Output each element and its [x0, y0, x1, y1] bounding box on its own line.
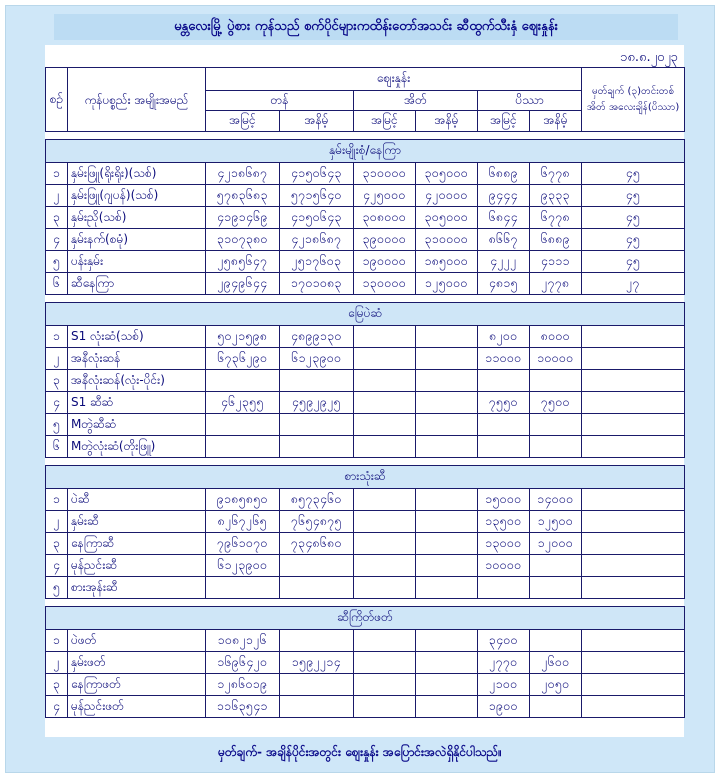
price-viss-l: [530, 630, 582, 652]
price-remark: [582, 577, 685, 599]
price-bag-h: ၁၉၀၀၀၀: [354, 251, 416, 273]
table-row: [46, 185, 685, 207]
price-ton-l: ၅၇၁၅၆၄၀: [280, 185, 354, 207]
price-viss-l: ၁၀၀၀၀: [530, 348, 582, 370]
header-remark: မှတ်ချက် (၃)တင်းတစ်အိတ် အလေးချိန်(ပိဿာ): [582, 68, 685, 132]
row-number: ၅: [46, 414, 68, 436]
section-header: [46, 303, 685, 326]
header-ton-high: အမြင့်: [206, 111, 280, 132]
price-viss-l: ၆၈၈၉: [530, 229, 582, 251]
price-bag-h: [354, 696, 416, 718]
price-remark: ၄၅: [582, 185, 685, 207]
price-bag-h: [354, 511, 416, 533]
price-bag-l: ၁၈၅၀၀၀: [416, 251, 478, 273]
item-name: S1 ဆီဆံ: [68, 392, 206, 414]
table-row: [46, 696, 685, 718]
price-remark: [582, 674, 685, 696]
header-sr: စဉ်: [46, 68, 68, 132]
price-ton-l: ၇၃၄၈၆၈၀: [280, 533, 354, 555]
price-bag-l: [416, 674, 478, 696]
row-number: ၃: [46, 370, 68, 392]
price-viss-h: ၇၅၅၀: [478, 392, 530, 414]
price-remark: [582, 511, 685, 533]
price-ton-l: ၄၁၅၀၆၄၃: [280, 207, 354, 229]
price-viss-l: ၉၃၃၃: [530, 185, 582, 207]
price-ton-h: ၈၂၆၇၂၆၅: [206, 511, 280, 533]
price-ton-h: ၅၇၈၃၆၈၃: [206, 185, 280, 207]
price-ton-l: [280, 414, 354, 436]
price-viss-l: ၂၆၀၀: [530, 652, 582, 674]
price-remark: ၄၅: [582, 207, 685, 229]
price-viss-l: [530, 370, 582, 392]
price-viss-l: ၇၅၀၀: [530, 392, 582, 414]
price-bag-l: [416, 696, 478, 718]
price-viss-h: ၃၄၀၀: [478, 630, 530, 652]
price-bag-h: [354, 348, 416, 370]
price-viss-l: [530, 696, 582, 718]
section-gap-cell: [46, 132, 685, 140]
item-name: စားအုန်းဆီ: [68, 577, 206, 599]
row-number: ၆: [46, 436, 68, 458]
price-viss-l: ၁၂၀၀၀: [530, 533, 582, 555]
table-row: [46, 533, 685, 555]
header-item: ကုန်ပစ္စည်း အမျိုးအမည်: [68, 68, 206, 132]
section-gap-cell: [46, 599, 685, 607]
section-gap-cell: [46, 295, 685, 303]
price-viss-h: [478, 577, 530, 599]
price-table: [45, 67, 685, 718]
price-viss-l: ၄၁၁၁: [530, 251, 582, 273]
table-row: [46, 207, 685, 229]
footer-note: မှတ်ချက်- အချိန်ပိုင်းအတွင်း ဈေးနှုန်း အပြောင်းအလဲရှိနိုင်ပါသည်။: [218, 745, 502, 759]
row-number: ၁: [46, 630, 68, 652]
table-row: [46, 577, 685, 599]
header-bag-high: အမြင့်: [354, 111, 416, 132]
price-remark: ၄၅: [582, 251, 685, 273]
price-bag-h: [354, 555, 416, 577]
item-name: မုန်ညင်းဖတ်: [68, 696, 206, 718]
price-remark: [582, 414, 685, 436]
price-viss-h: ၁၀၀၀၀: [478, 555, 530, 577]
section-header: [46, 140, 685, 163]
price-bag-h: ၄၂၅၀၀၀: [354, 185, 416, 207]
item-name: မုန်ညင်းဆီ: [68, 555, 206, 577]
price-ton-l: [280, 436, 354, 458]
price-bag-h: [354, 370, 416, 392]
price-remark: ၄၅: [582, 163, 685, 185]
price-viss-h: ၈၂၀၀: [478, 326, 530, 348]
price-bag-l: [416, 630, 478, 652]
item-name: နှမ်းဆီ: [68, 511, 206, 533]
table-row: [46, 229, 685, 251]
price-ton-l: [280, 370, 354, 392]
price-bag-l: [416, 555, 478, 577]
price-ton-h: ၄၁၉၁၄၆၉: [206, 207, 280, 229]
price-viss-l: ၁၄၀၀၀: [530, 489, 582, 511]
price-bag-h: ၃၉၀၀၀၀: [354, 229, 416, 251]
row-number: ၂: [46, 511, 68, 533]
price-ton-h: [206, 370, 280, 392]
row-number: ၂: [46, 652, 68, 674]
section-title: စားသုံးဆီ: [46, 466, 685, 489]
table-row: [46, 370, 685, 392]
row-number: ၃: [46, 207, 68, 229]
section-header: [46, 607, 685, 630]
price-viss-l: [530, 577, 582, 599]
price-viss-h: [478, 414, 530, 436]
price-viss-h: [478, 370, 530, 392]
price-bag-h: [354, 326, 416, 348]
row-number: ၁: [46, 326, 68, 348]
price-ton-l: ၁၅၉၂၂၁၄: [280, 652, 354, 674]
price-ton-l: ၄၂၁၈၆၈၇: [280, 229, 354, 251]
row-number: ၁: [46, 163, 68, 185]
price-viss-h: ၁၁၀၀၀: [478, 348, 530, 370]
price-ton-h: ၁၆၉၆၄၂၀: [206, 652, 280, 674]
row-number: ၅: [46, 251, 68, 273]
section-title: ဆီကြိတ်ဖတ်: [46, 607, 685, 630]
price-viss-l: ၈၀၀၀: [530, 326, 582, 348]
price-viss-l: ၆၇၇၈: [530, 163, 582, 185]
price-viss-h: ၄၈၁၅: [478, 273, 530, 295]
price-bag-h: [354, 414, 416, 436]
price-bag-l: [416, 533, 478, 555]
price-viss-h: ၁၃၀၀၀: [478, 533, 530, 555]
table-row: [46, 630, 685, 652]
table-row: [46, 511, 685, 533]
section-gap-cell: [46, 458, 685, 466]
row-number: ၃: [46, 674, 68, 696]
price-bag-h: [354, 392, 416, 414]
section-title: မြေပဲဆံ: [46, 303, 685, 326]
price-ton-h: ၉၁၈၅၈၅၀: [206, 489, 280, 511]
table-row: [46, 555, 685, 577]
report-date: ၁၈.၈.၂၀၂၃: [620, 50, 678, 65]
item-name: နှမ်းဖြူ(ဂျပန်)(သစ်): [68, 185, 206, 207]
price-bag-l: [416, 414, 478, 436]
price-sheet-frame: [5, 5, 715, 773]
header-bag: အိတ်: [354, 91, 478, 111]
item-name: ဆီနေကြာ: [68, 273, 206, 295]
price-viss-h: ၂၁၀၀: [478, 674, 530, 696]
price-table-body: [46, 132, 685, 718]
price-ton-l: [280, 577, 354, 599]
price-bag-h: [354, 489, 416, 511]
table-row: [46, 674, 685, 696]
item-name: ပန်းနှမ်း: [68, 251, 206, 273]
price-viss-l: ၆၇၇၈: [530, 207, 582, 229]
section-gap: [46, 458, 685, 466]
row-number: ၂: [46, 185, 68, 207]
section-gap: [46, 132, 685, 140]
price-bag-h: [354, 533, 416, 555]
price-bag-h: [354, 674, 416, 696]
item-name: S1 လုံးဆံ(သစ်): [68, 326, 206, 348]
price-viss-h: ၈၆၆၇: [478, 229, 530, 251]
header-ton: တန်: [206, 91, 354, 111]
price-ton-l: ၄၁၅၀၆၄၃: [280, 163, 354, 185]
price-bag-l: [416, 489, 478, 511]
price-viss-h: [478, 436, 530, 458]
price-bag-l: [416, 392, 478, 414]
header-ton-low: အနိမ့်: [280, 111, 354, 132]
page-title: မန္တလေးမြို့ ပွဲစား ကုန်သည် စက်ပိုင်များကထိန်းတော်အသင်း ဆီထွက်သီးနှံ ဈေးနှုန်း: [54, 14, 678, 40]
header-viss: ပိဿာ: [478, 91, 582, 111]
price-viss-l: ၂၀၅၀: [530, 674, 582, 696]
row-number: ၄: [46, 229, 68, 251]
price-viss-h: ၁၃၅၀၀: [478, 511, 530, 533]
item-name: နှမ်းဖြူ(ရိုးရိုး)(သစ်): [68, 163, 206, 185]
price-bag-l: [416, 348, 478, 370]
table-row: [46, 163, 685, 185]
price-bag-h: ၃၁၀၀၀၀: [354, 163, 416, 185]
row-number: ၄: [46, 555, 68, 577]
price-remark: [582, 533, 685, 555]
table-row: [46, 652, 685, 674]
price-ton-h: ၂၉၄၉၆၄၄: [206, 273, 280, 295]
price-remark: [582, 392, 685, 414]
price-ton-h: ၃၁၀၇၃၈၀: [206, 229, 280, 251]
price-ton-h: ၂၅၈၅၆၄၇: [206, 251, 280, 273]
price-ton-l: ၇၆၅၄၈၇၅: [280, 511, 354, 533]
item-name: နေကြာဆီ: [68, 533, 206, 555]
price-ton-l: ၄၅၉၂၉၂၅: [280, 392, 354, 414]
table-row: [46, 392, 685, 414]
price-remark: [582, 436, 685, 458]
header-price: ဈေးနှုန်း: [206, 68, 582, 91]
item-name: အနီလုံးဆန်(လုံး-ပိုင်း): [68, 370, 206, 392]
item-name: Mတွဲလုံးဆံ(တိုးဖြူ): [68, 436, 206, 458]
row-number: ၆: [46, 273, 68, 295]
price-bag-l: [416, 436, 478, 458]
price-remark: [582, 696, 685, 718]
row-number: ၅: [46, 577, 68, 599]
price-bag-l: ၃၀၅၀၀၀: [416, 163, 478, 185]
price-bag-l: ၃၁၀၀၀၀: [416, 229, 478, 251]
price-remark: [582, 555, 685, 577]
row-number: ၂: [46, 348, 68, 370]
header-viss-low: အနိမ့်: [530, 111, 582, 132]
section-gap: [46, 599, 685, 607]
price-bag-l: [416, 652, 478, 674]
price-ton-h: [206, 577, 280, 599]
price-ton-l: [280, 555, 354, 577]
price-bag-h: [354, 652, 416, 674]
price-remark: [582, 370, 685, 392]
price-ton-l: ၂၅၁၇၆၀၃: [280, 251, 354, 273]
price-bag-l: [416, 326, 478, 348]
price-bag-h: ၃၀၈၀၀၀: [354, 207, 416, 229]
table-row: [46, 251, 685, 273]
price-viss-l: [530, 555, 582, 577]
price-remark: ၂၇: [582, 273, 685, 295]
price-viss-h: ၁၉၀၀: [478, 696, 530, 718]
price-viss-l: ၂၇၇၈: [530, 273, 582, 295]
item-name: နေကြာဖတ်: [68, 674, 206, 696]
price-ton-l: ၄၈၉၉၁၃၀: [280, 326, 354, 348]
table-row: [46, 326, 685, 348]
price-ton-h: ၇၉၆၁၀၇၀: [206, 533, 280, 555]
price-viss-h: ၂၇၇၀: [478, 652, 530, 674]
price-ton-l: ၁၇၀၁၀၈၃: [280, 273, 354, 295]
price-ton-h: ၁၀၈၂၁၂၆: [206, 630, 280, 652]
row-number: ၄: [46, 392, 68, 414]
price-sheet: [45, 45, 684, 737]
row-number: ၄: [46, 696, 68, 718]
price-remark: [582, 326, 685, 348]
price-ton-l: ၈၅၇၃၄၆၀: [280, 489, 354, 511]
price-ton-l: ၆၁၂၃၉၀၀: [280, 348, 354, 370]
price-ton-l: [280, 630, 354, 652]
price-viss-h: ၆၈၈၉: [478, 163, 530, 185]
price-ton-h: ၆၁၂၃၉၀၀: [206, 555, 280, 577]
price-remark: [582, 652, 685, 674]
item-name: နှမ်းဖတ်: [68, 652, 206, 674]
table-row: [46, 273, 685, 295]
item-name: Mတွဲဆီဆံ: [68, 414, 206, 436]
price-ton-h: ၆၇၃၆၂၉၀: [206, 348, 280, 370]
table-row: [46, 414, 685, 436]
price-bag-h: [354, 577, 416, 599]
price-ton-h: ၁၁၆၃၅၄၁: [206, 696, 280, 718]
price-bag-h: [354, 630, 416, 652]
price-viss-h: ၆၈၄၄: [478, 207, 530, 229]
header-bag-low: အနိမ့်: [416, 111, 478, 132]
header-viss-high: အမြင့်: [478, 111, 530, 132]
price-bag-l: [416, 370, 478, 392]
price-bag-l: [416, 577, 478, 599]
price-bag-h: ၁၃၀၀၀၀: [354, 273, 416, 295]
price-bag-l: ၃၀၅၀၀၀: [416, 207, 478, 229]
item-name: အနီလုံးဆန်: [68, 348, 206, 370]
price-ton-l: [280, 674, 354, 696]
price-viss-h: ၁၅၀၀၀: [478, 489, 530, 511]
section-gap: [46, 295, 685, 303]
price-remark: [582, 630, 685, 652]
price-remark: [582, 348, 685, 370]
table-row: [46, 489, 685, 511]
price-remark: ၄၅: [582, 229, 685, 251]
price-ton-l: [280, 696, 354, 718]
item-name: နှမ်းနက်(စမုံ): [68, 229, 206, 251]
price-viss-h: ၉၄၄၄: [478, 185, 530, 207]
price-remark: [582, 489, 685, 511]
row-number: ၃: [46, 533, 68, 555]
price-ton-h: [206, 436, 280, 458]
row-number: ၁: [46, 489, 68, 511]
section-title: နှမ်းမျိုးစုံ/နေကြာ: [46, 140, 685, 163]
price-ton-h: [206, 414, 280, 436]
section-header: [46, 466, 685, 489]
price-ton-h: ၄၆၂၃၅၅: [206, 392, 280, 414]
price-bag-l: ၄၂၀၀၀၀: [416, 185, 478, 207]
price-viss-l: [530, 436, 582, 458]
item-name: ပဲဖတ်: [68, 630, 206, 652]
price-bag-l: [416, 511, 478, 533]
price-ton-h: ၄၂၁၈၆၈၇: [206, 163, 280, 185]
price-viss-h: ၄၂၂၂: [478, 251, 530, 273]
price-viss-l: [530, 414, 582, 436]
price-ton-h: ၁၂၈၆၀၁၉: [206, 674, 280, 696]
table-row: [46, 348, 685, 370]
item-name: ပဲဆီ: [68, 489, 206, 511]
table-row: [46, 436, 685, 458]
price-bag-l: ၁၂၅၀၀၀: [416, 273, 478, 295]
price-bag-h: [354, 436, 416, 458]
item-name: နှမ်းညို(သစ်): [68, 207, 206, 229]
price-viss-l: ၁၂၅၀၀: [530, 511, 582, 533]
price-ton-h: ၅၀၂၁၅၉၈: [206, 326, 280, 348]
